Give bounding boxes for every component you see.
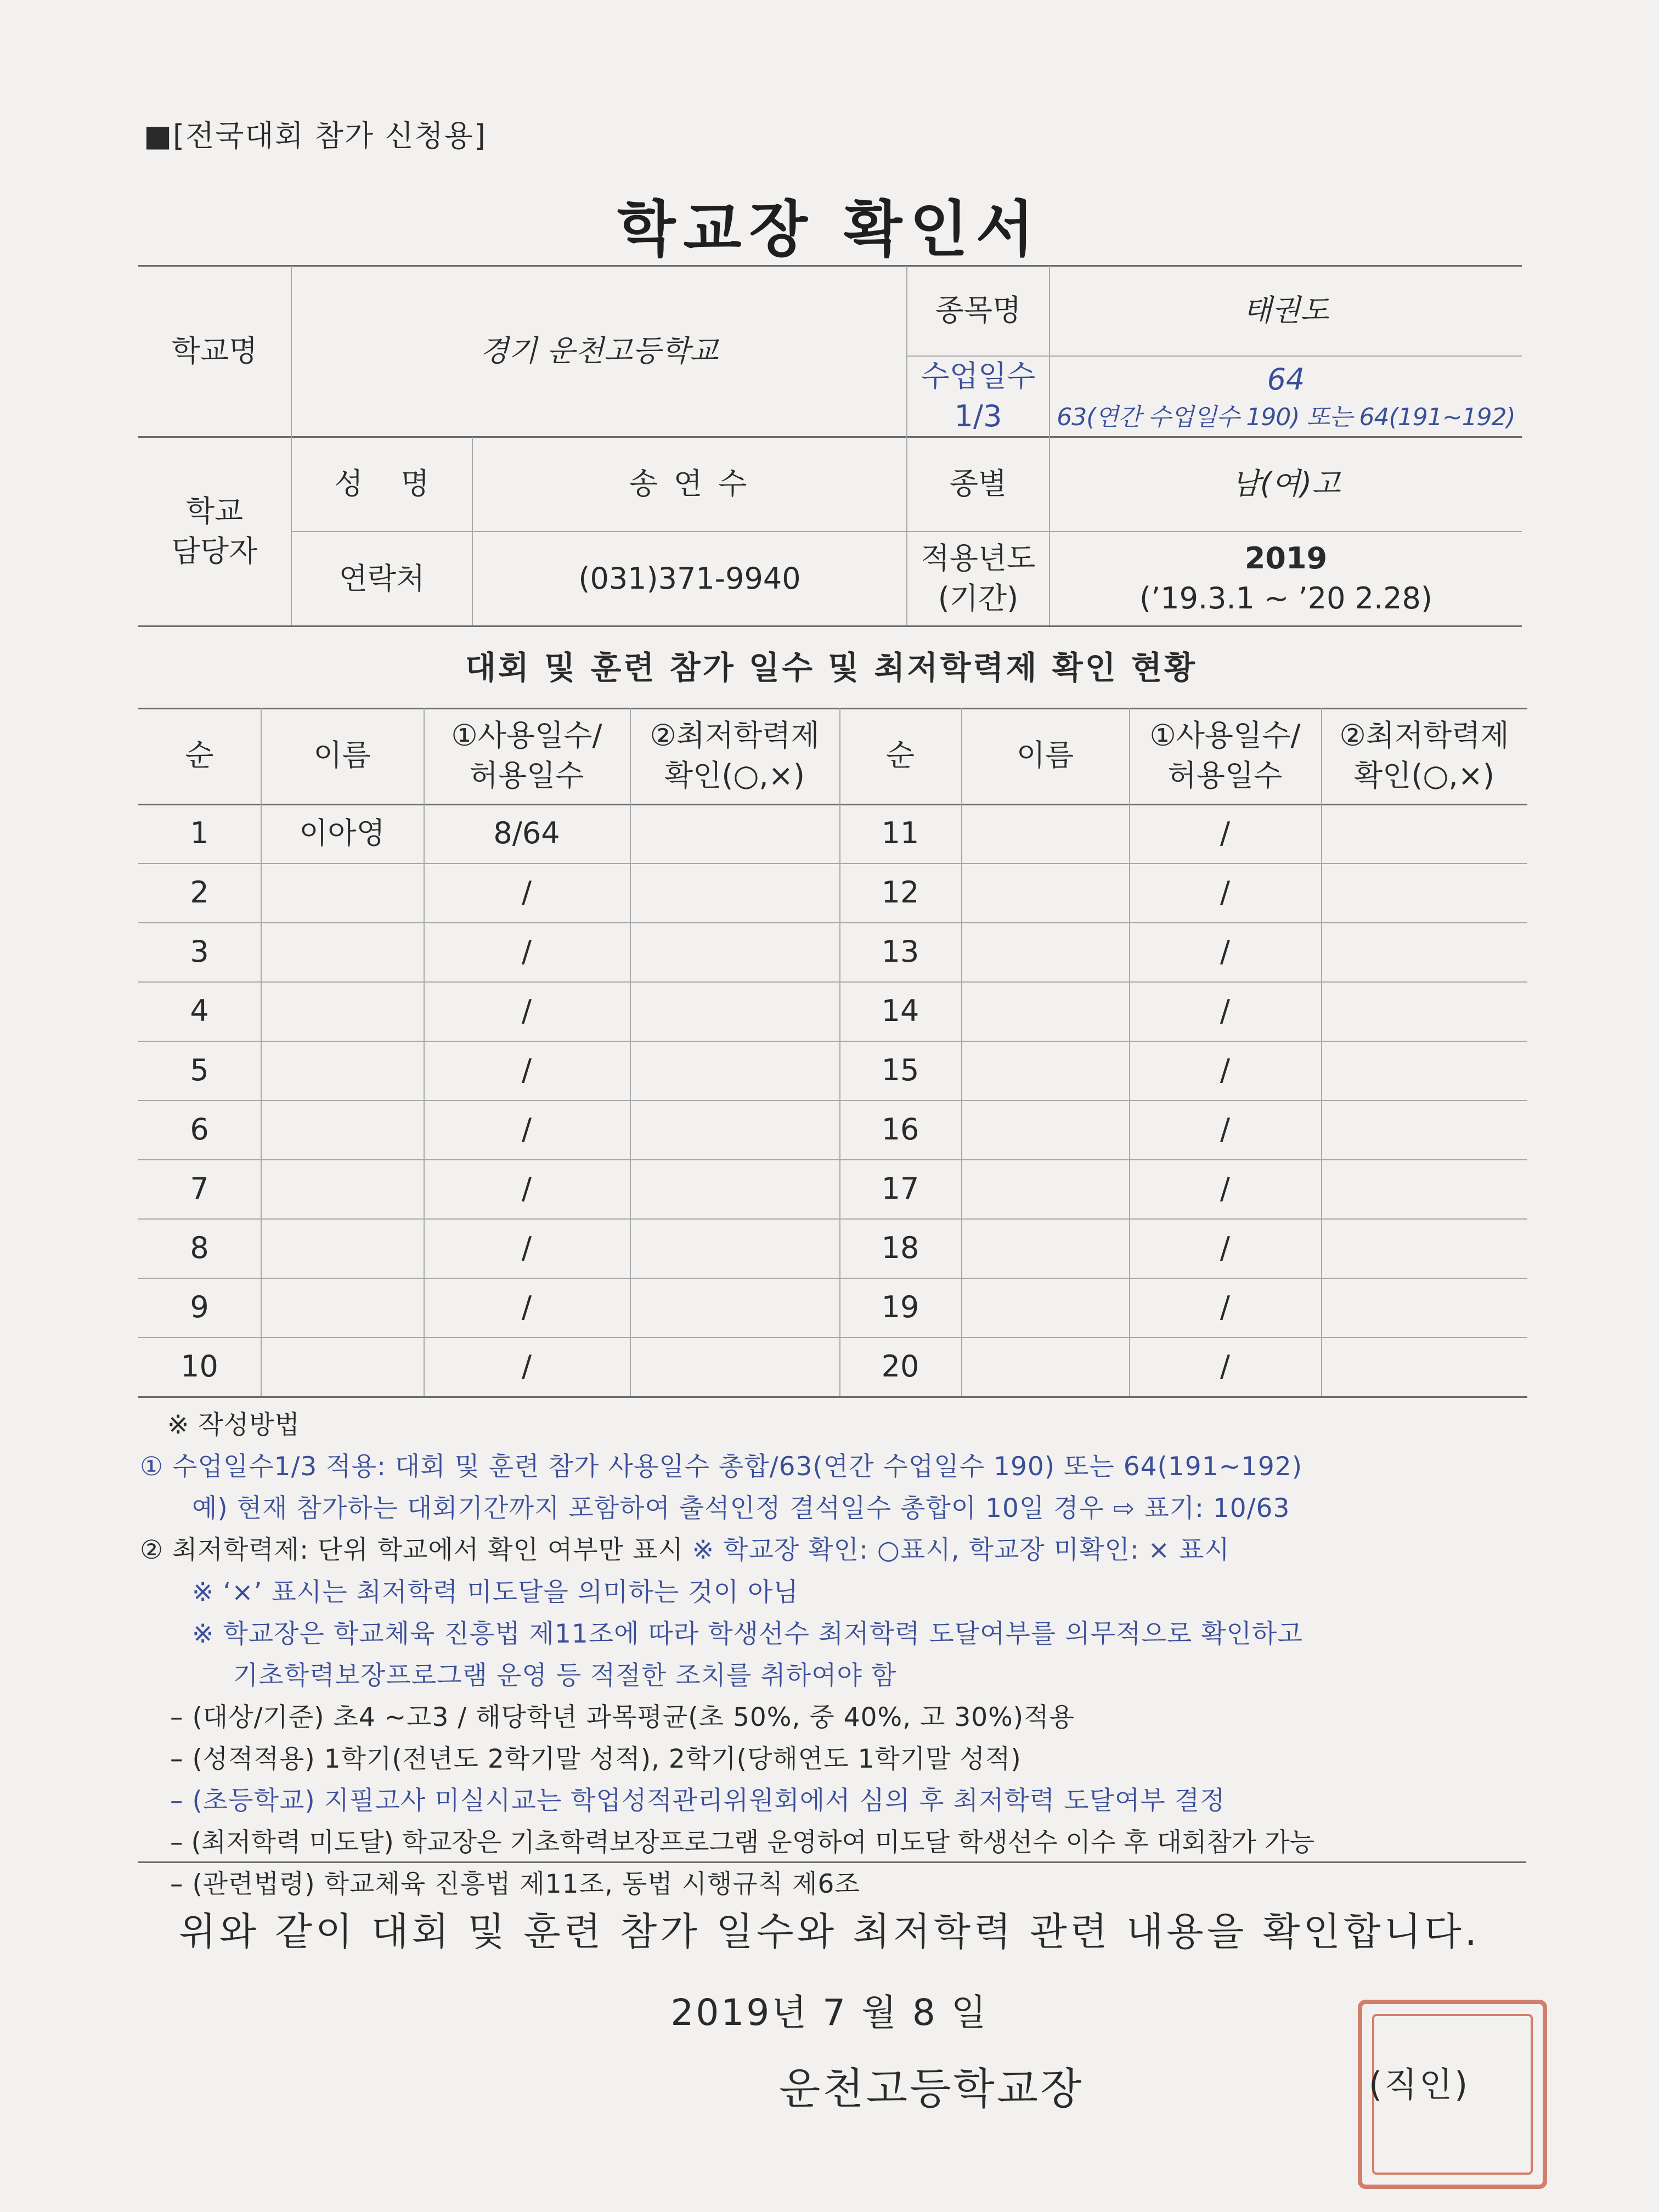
col-header-check-line2: 확인(○,×) — [1354, 758, 1494, 793]
row-days: / — [1220, 1171, 1231, 1206]
manager-label — [138, 437, 291, 625]
instruction-2-text: ② 최저학력제: 단위 학교에서 확인 여부만 표시 — [140, 1535, 684, 1566]
instruction-2 — [140, 1530, 1533, 1571]
col-header-days-right — [1129, 708, 1321, 804]
row-name: 이아영 — [299, 815, 385, 850]
row-days: / — [1220, 1052, 1231, 1087]
year-value — [1050, 532, 1522, 625]
form-category-tag: ■[전국대회 참가 신청용] — [144, 119, 487, 153]
instruction-note-law: ※ 학교장은 학교체육 진흥법 제11조에 따라 학생선수 최저학력 도달여부를 의무적으로 확인하고 — [192, 1618, 1303, 1649]
row-number: 7 — [190, 1171, 209, 1206]
row-check — [630, 1278, 839, 1337]
row-number: 1 — [190, 815, 209, 850]
contact-value: (031)371-9940 — [578, 561, 801, 596]
info-table-bottom-border — [138, 625, 1522, 627]
detail-below-min: – (최저학력 미도달) 학교장은 기초학력보장프로그램 운영하여 미도달 학생선수 이수 후 대회참가 가능 — [170, 1827, 1314, 1858]
instructions-heading: ※ 작성방법 — [167, 1410, 300, 1440]
table-row-border — [138, 1396, 1527, 1398]
issue-date: 2019년 7 월 8 일 — [670, 1991, 989, 2034]
row-number: 3 — [190, 934, 209, 969]
row-number: 9 — [190, 1289, 209, 1324]
year-label-line2: (기간) — [938, 581, 1019, 616]
col-header-days-line1: ①사용일수/ — [1149, 718, 1301, 753]
col-header-name-left: 이름 — [313, 738, 371, 773]
col-header-check-right — [1321, 708, 1527, 804]
manager-label-line1: 학교 — [185, 493, 244, 528]
row-check — [1321, 1100, 1527, 1159]
gender-label: 종별 — [949, 466, 1007, 501]
row-days: / — [1220, 1230, 1231, 1265]
col-header-check-line2: 확인(○,×) — [664, 758, 805, 793]
row-check — [630, 1100, 839, 1159]
row-name — [961, 863, 1129, 922]
col-header-no-left: 순 — [185, 738, 214, 773]
row-days: / — [521, 1171, 532, 1206]
gender-value: 남(여)고 — [1231, 466, 1341, 501]
row-check — [1321, 1159, 1527, 1218]
row-days: / — [1220, 874, 1231, 910]
row-name — [961, 1159, 1129, 1218]
row-check — [630, 1218, 839, 1278]
row-name — [961, 922, 1129, 981]
col-header-check-line1: ②최저학력제 — [650, 718, 820, 753]
row-days: / — [1220, 993, 1231, 1028]
row-check — [1321, 1337, 1527, 1396]
row-number: 8 — [190, 1230, 209, 1265]
row-number: 6 — [190, 1111, 209, 1147]
row-name — [261, 1278, 424, 1337]
year-label — [907, 532, 1049, 625]
row-name — [961, 1041, 1129, 1100]
row-number: 18 — [881, 1230, 919, 1265]
row-number: 14 — [881, 993, 919, 1028]
detail-target: – (대상/기준) 초4 ~고3 / 해당학년 과목평균(초 50%, 중 40%, 고 30%)적용 — [170, 1702, 1075, 1733]
sport-value: 태권도 — [1243, 293, 1329, 328]
col-header-name-right: 이름 — [1016, 738, 1074, 773]
year-period: (’19.3.1 ~ ’20 2.28) — [1139, 581, 1432, 616]
instruction-2-marks: ※ 학교장 확인: ○표시, 학교장 미확인: × 표시 — [683, 1535, 1230, 1566]
row-number: 5 — [190, 1052, 209, 1087]
row-check — [1321, 922, 1527, 981]
row-check — [1321, 1278, 1527, 1337]
school-name-label: 학교명 — [171, 333, 258, 368]
confirmation-statement: 위와 같이 대회 및 훈련 참가 일수와 최저학력 관련 내용을 확인합니다. — [178, 1909, 1481, 1954]
row-name — [261, 922, 424, 981]
detail-grades: – (성적적용) 1학기(전년도 2학기말 성적), 2학기(당해연도 1학기말 성적) — [170, 1744, 1022, 1774]
col-header-check-left — [630, 708, 839, 804]
row-name — [261, 1159, 424, 1218]
row-name — [961, 1100, 1129, 1159]
row-days: / — [521, 874, 532, 910]
instructions-block — [140, 1404, 1533, 1906]
class-days-label — [907, 357, 1049, 436]
row-check — [1321, 804, 1527, 863]
row-number: 20 — [881, 1348, 919, 1384]
section-title: 대회 및 훈련 참가 일수 및 최저학력제 확인 현황 — [465, 649, 1198, 686]
col-header-days-line1: ①사용일수/ — [451, 718, 602, 753]
col-header-no-right: 순 — [885, 738, 915, 773]
row-number: 4 — [190, 993, 209, 1028]
row-name — [261, 1041, 424, 1100]
row-check — [1321, 1218, 1527, 1278]
row-name — [961, 1278, 1129, 1337]
row-days: / — [521, 1289, 532, 1324]
row-number: 10 — [180, 1348, 218, 1384]
row-days: / — [1220, 815, 1231, 850]
row-days: / — [1220, 1111, 1231, 1147]
row-check — [630, 922, 839, 981]
detail-elementary: – (초등학교) 지필고사 미실시교는 학업성적관리위원회에서 심의 후 최저학력 도달여부 결정 — [170, 1786, 1226, 1816]
col-header-days-line2: 허용일수 — [1167, 758, 1283, 793]
row-number: 19 — [881, 1289, 919, 1324]
row-days: / — [521, 1348, 532, 1384]
row-days: / — [1220, 934, 1231, 969]
year-number: 2019 — [1244, 541, 1328, 576]
row-check — [630, 1159, 839, 1218]
manager-name-value: 송 연 수 — [629, 466, 751, 501]
row-number: 11 — [881, 815, 919, 850]
row-name — [961, 804, 1129, 863]
instruction-1-example: 예) 현재 참가하는 대회기간까지 포함하여 출석인정 결석일수 총합이 10일 경우 ⇨ 표기: 10/63 — [192, 1493, 1290, 1524]
row-check — [630, 804, 839, 863]
row-number: 12 — [881, 874, 919, 910]
col-header-days-left — [424, 708, 630, 804]
row-number: 15 — [881, 1052, 919, 1087]
row-days: / — [521, 993, 532, 1028]
col-header-check-line1: ②최저학력제 — [1339, 718, 1509, 753]
manager-name-label: 성 명 — [334, 466, 430, 501]
row-days: / — [521, 934, 532, 969]
row-name — [261, 863, 424, 922]
row-name — [261, 1100, 424, 1159]
class-days-value — [1050, 357, 1522, 436]
class-days-label-line1: 수업일수 — [921, 358, 1036, 393]
instruction-note-law-cont: 기초학력보장프로그램 운영 등 적절한 조치를 취하여야 함 — [233, 1660, 897, 1691]
instruction-note-x: ※ ‘×’ 표시는 최저학력 미도달을 의미하는 것이 아님 — [192, 1577, 799, 1607]
col-header-days-line2: 허용일수 — [469, 758, 584, 793]
school-name-value: 경기 운천고등학교 — [479, 333, 719, 368]
notes-bottom-border — [138, 1861, 1526, 1863]
row-number: 17 — [881, 1171, 919, 1206]
class-days-note: 63(연간 수업일수 190) 또는 64(191~192) — [1057, 403, 1515, 431]
row-days: 8/64 — [493, 815, 560, 850]
row-name — [961, 1218, 1129, 1278]
row-days: / — [1220, 1348, 1231, 1384]
row-check — [1321, 1041, 1527, 1100]
row-name — [261, 1218, 424, 1278]
row-check — [630, 863, 839, 922]
contact-label: 연락처 — [338, 561, 425, 596]
row-name — [261, 981, 424, 1041]
row-name — [961, 981, 1129, 1041]
instruction-1: ① 수업일수1/3 적용: 대회 및 훈련 참가 사용일수 총합/63(연간 수업일수 190) 또는 64(191~192) — [140, 1452, 1303, 1482]
year-label-line1: 적용년도 — [921, 541, 1036, 576]
row-days: / — [521, 1052, 532, 1087]
row-name — [261, 1337, 424, 1396]
row-name — [961, 1337, 1129, 1396]
row-number: 13 — [881, 934, 919, 969]
row-check — [1321, 981, 1527, 1041]
class-days-number: 64 — [1267, 362, 1305, 397]
row-days: / — [521, 1230, 532, 1265]
row-number: 16 — [881, 1111, 919, 1147]
row-check — [1321, 863, 1527, 922]
row-days: / — [521, 1111, 532, 1147]
row-check — [630, 981, 839, 1041]
page-title: 학교장 확인서 — [617, 194, 1042, 264]
manager-label-line2: 담당자 — [171, 533, 258, 568]
row-check — [630, 1337, 839, 1396]
seal-label: (직인) — [1369, 2064, 1470, 2104]
row-check — [630, 1041, 839, 1100]
sport-label: 종목명 — [935, 293, 1022, 328]
row-number: 2 — [190, 874, 209, 910]
principal-title: 운천고등학교장 — [779, 2064, 1084, 2114]
detail-law: – (관련법령) 학교체육 진흥법 제11조, 동법 시행규칙 제6조 — [170, 1869, 860, 1900]
class-days-label-line2: 1/3 — [954, 398, 1002, 433]
row-days: / — [1220, 1289, 1231, 1324]
